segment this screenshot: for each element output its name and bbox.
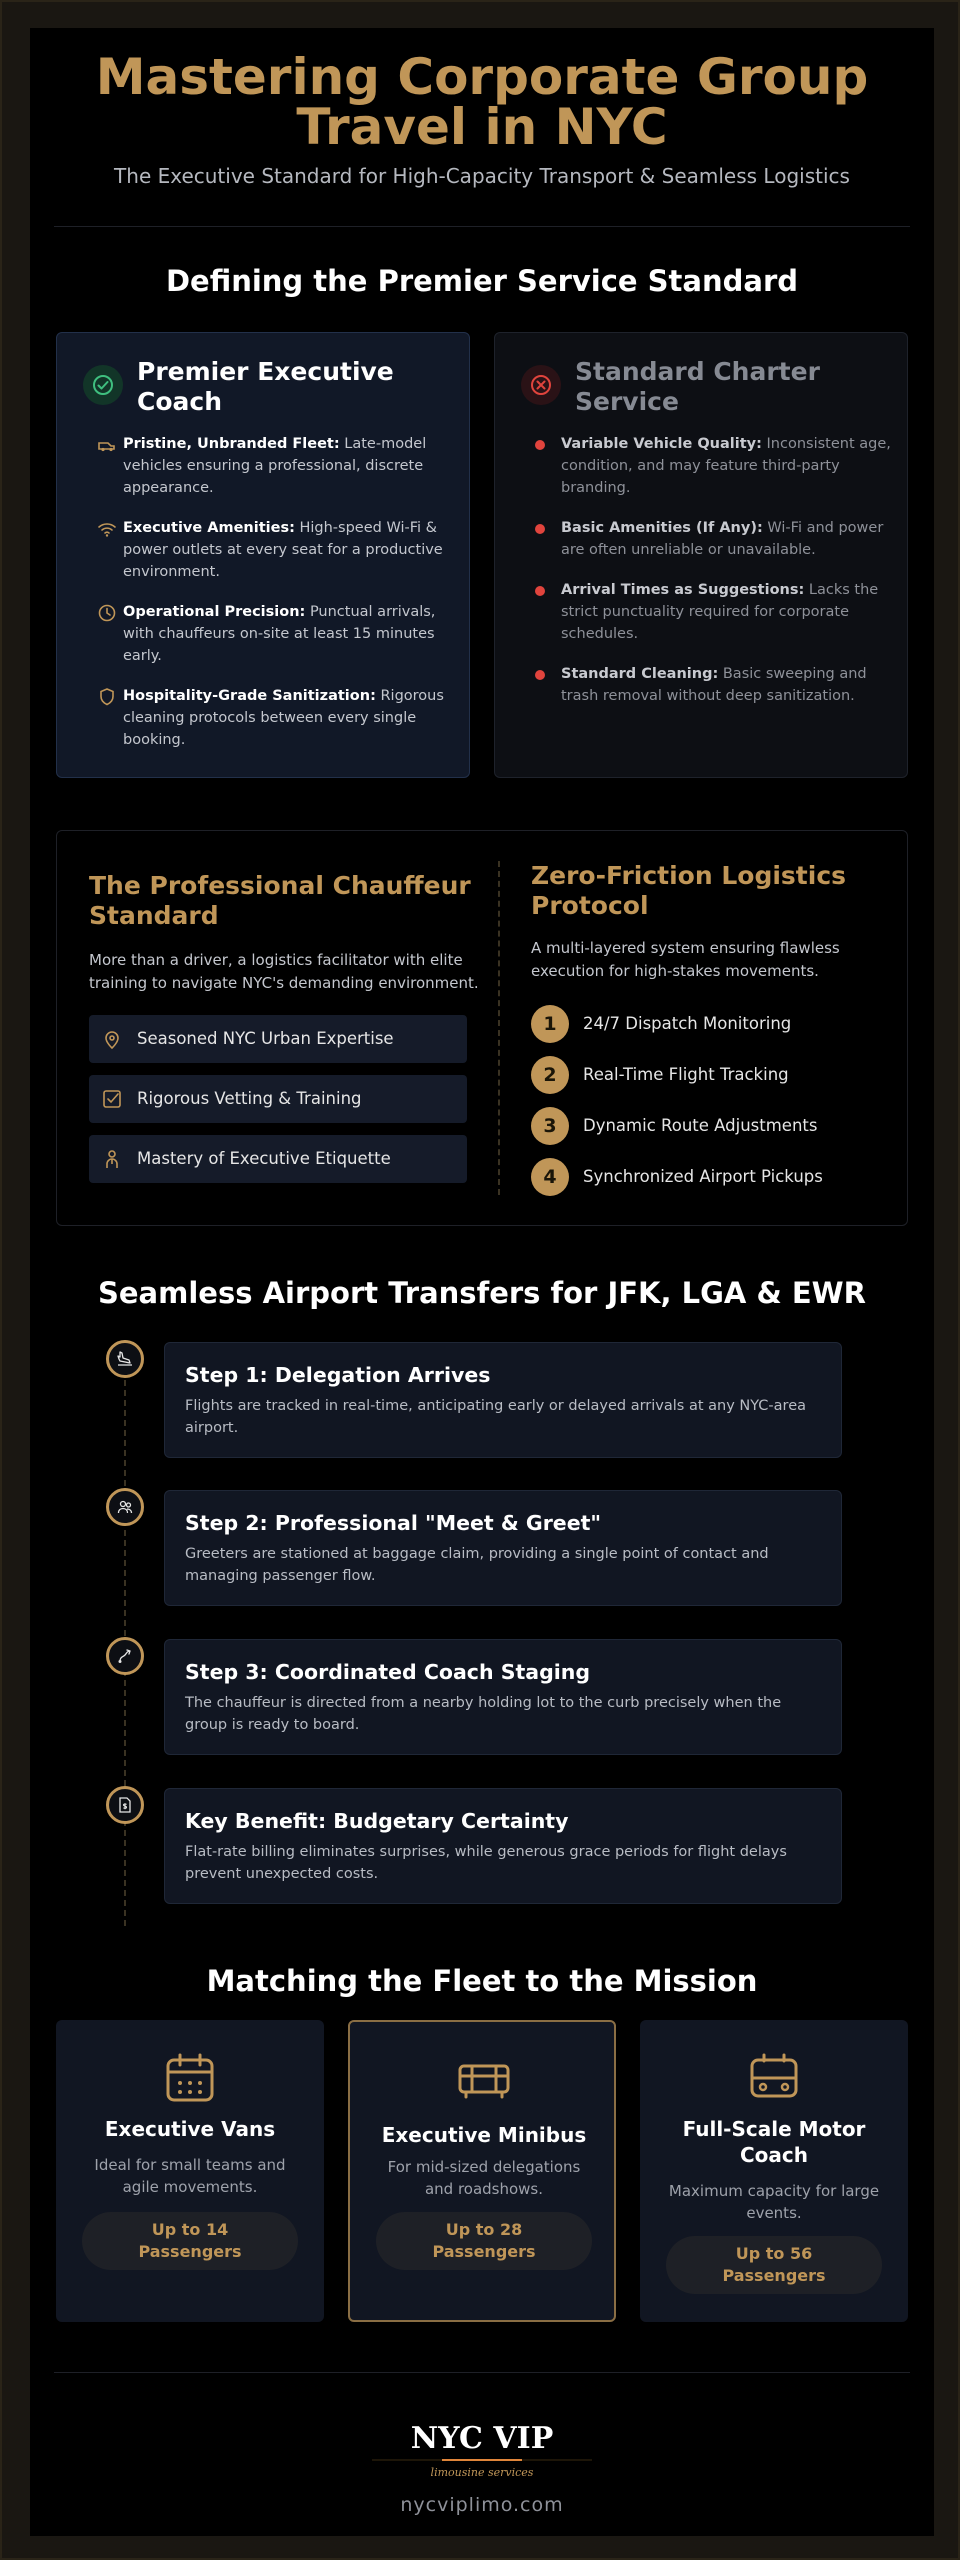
logistics-step: 2 Real-Time Flight Tracking	[531, 1056, 891, 1096]
route-icon	[106, 1637, 144, 1675]
fleet-card-coach: Full-Scale Motor Coach Maximum capacity for large events. Up to 56 Passengers	[640, 2020, 908, 2322]
check-circle-icon	[83, 365, 123, 405]
shield-icon	[97, 687, 117, 707]
panel-divider	[498, 861, 500, 1195]
capacity-badge: Up to 56 Passengers	[666, 2236, 882, 2294]
document-dollar-icon	[106, 1786, 144, 1824]
capacity-badge: Up to 28 Passengers	[376, 2212, 592, 2270]
map-pin-icon	[101, 1028, 123, 1050]
calendar-icon	[162, 2050, 218, 2106]
section-title-standard: Defining the Premier Service Standard	[165, 264, 799, 298]
logistics-step: 4 Synchronized Airport Pickups	[531, 1158, 891, 1198]
red-bullet-icon	[535, 586, 545, 596]
fleet-card-minibus: Executive Minibus For mid-sized delegations and roadshows. Up to 28 Passengers	[348, 2020, 616, 2322]
infographic	[30, 28, 934, 2536]
premier-title: Premier Executive Coach	[137, 357, 394, 416]
red-bullet-icon	[535, 524, 545, 534]
premier-card	[56, 332, 470, 778]
website-link[interactable]: nycviplimo.com	[400, 2494, 564, 2516]
charter-feature: Arrival Times as Suggestions: Lacks the strict punctuality required for corporate schedules.	[535, 579, 895, 645]
charter-feature: Standard Cleaning: Basic sweeping and trash removal without deep sanitization.	[535, 663, 895, 707]
coach-icon	[746, 2050, 802, 2106]
x-circle-icon	[521, 365, 561, 405]
divider	[54, 226, 910, 227]
capacity-badge: Up to 14 Passengers	[82, 2212, 298, 2270]
svg-text:NYC VIP: NYC VIP	[410, 2421, 554, 2456]
chauffeur-description: More than a driver, a logistics facilitator with elite training to navigate NYC's demanding environment.	[89, 951, 479, 992]
chauffeur-logistics-panel	[56, 830, 908, 1226]
nyc-vip-logo	[362, 2416, 602, 2486]
premier-feature: Operational Precision: Punctual arrivals, with chauffeurs on-site at least 15 minutes early.	[97, 601, 457, 667]
section-title-fleet: Matching the Fleet to the Mission	[206, 1964, 758, 1998]
bus-front-icon	[456, 2052, 512, 2108]
clock-icon	[97, 603, 117, 623]
charter-feature: Basic Amenities (If Any): Wi-Fi and power are often unreliable or unavailable.	[535, 517, 895, 561]
checkbox-icon	[101, 1088, 123, 1110]
red-bullet-icon	[535, 670, 545, 680]
svg-text:limousine services: limousine services	[430, 2466, 534, 2479]
premier-feature: Pristine, Unbranded Fleet: Late-model vehicles ensuring a professional, discrete appearance.	[97, 433, 457, 499]
logistics-description: A multi-layered system ensuring flawless execution for high-stakes movements.	[531, 939, 840, 980]
logistics-title: Zero-Friction Logistics Protocol	[531, 861, 847, 920]
divider	[54, 2372, 910, 2373]
logistics-step: 1 24/7 Dispatch Monitoring	[531, 1005, 891, 1045]
wifi-icon	[97, 519, 117, 539]
airport-step-card: Step 3: Coordinated Coach Staging The chauffeur is directed from a nearby holding lot to the curb precisely when the group is ready to board.	[164, 1639, 842, 1755]
chauffeur-item: Rigorous Vetting & Training	[89, 1075, 467, 1123]
chauffeur-item: Seasoned NYC Urban Expertise	[89, 1015, 467, 1063]
airport-step-card: Step 1: Delegation Arrives Flights are tracked in real-time, anticipating early or delayed arrivals at any NYC-area airport.	[164, 1342, 842, 1458]
users-icon	[106, 1488, 144, 1526]
person-tie-icon	[101, 1148, 123, 1170]
red-bullet-icon	[535, 440, 545, 450]
page-subtitle: The Executive Standard for High-Capacity Transport & Seamless Logistics	[114, 164, 850, 188]
section-title-airport: Seamless Airport Transfers for JFK, LGA & EWR	[98, 1276, 866, 1310]
charter-feature: Variable Vehicle Quality: Inconsistent age, condition, and may feature third-party branding.	[535, 433, 895, 499]
chauffeur-item: Mastery of Executive Etiquette	[89, 1135, 467, 1183]
van-icon	[97, 435, 117, 455]
charter-title: Standard Charter Service	[575, 357, 820, 416]
page-title: Mastering Corporate Group Travel in NYC	[95, 48, 869, 156]
premier-feature: Executive Amenities: High-speed Wi-Fi & power outlets at every seat for a productive environment.	[97, 517, 457, 583]
charter-card	[494, 332, 908, 778]
airport-step-card: Step 2: Professional "Meet & Greet" Greeters are stationed at baggage claim, providing a single point of contact and managing passenger flow.	[164, 1490, 842, 1606]
premier-feature: Hospitality-Grade Sanitization: Rigorous cleaning protocols between every single booking.	[97, 685, 457, 751]
airport-step-card: Key Benefit: Budgetary Certainty Flat-rate billing eliminates surprises, while generous grace periods for flight delays prevent unexpected costs.	[164, 1788, 842, 1904]
fleet-card-vans: Executive Vans Ideal for small teams and agile movements. Up to 14 Passengers	[56, 2020, 324, 2322]
chauffeur-title: The Professional Chauffeur Standard	[89, 871, 471, 930]
plane-landing-icon	[106, 1340, 144, 1378]
logistics-step: 3 Dynamic Route Adjustments	[531, 1107, 891, 1147]
